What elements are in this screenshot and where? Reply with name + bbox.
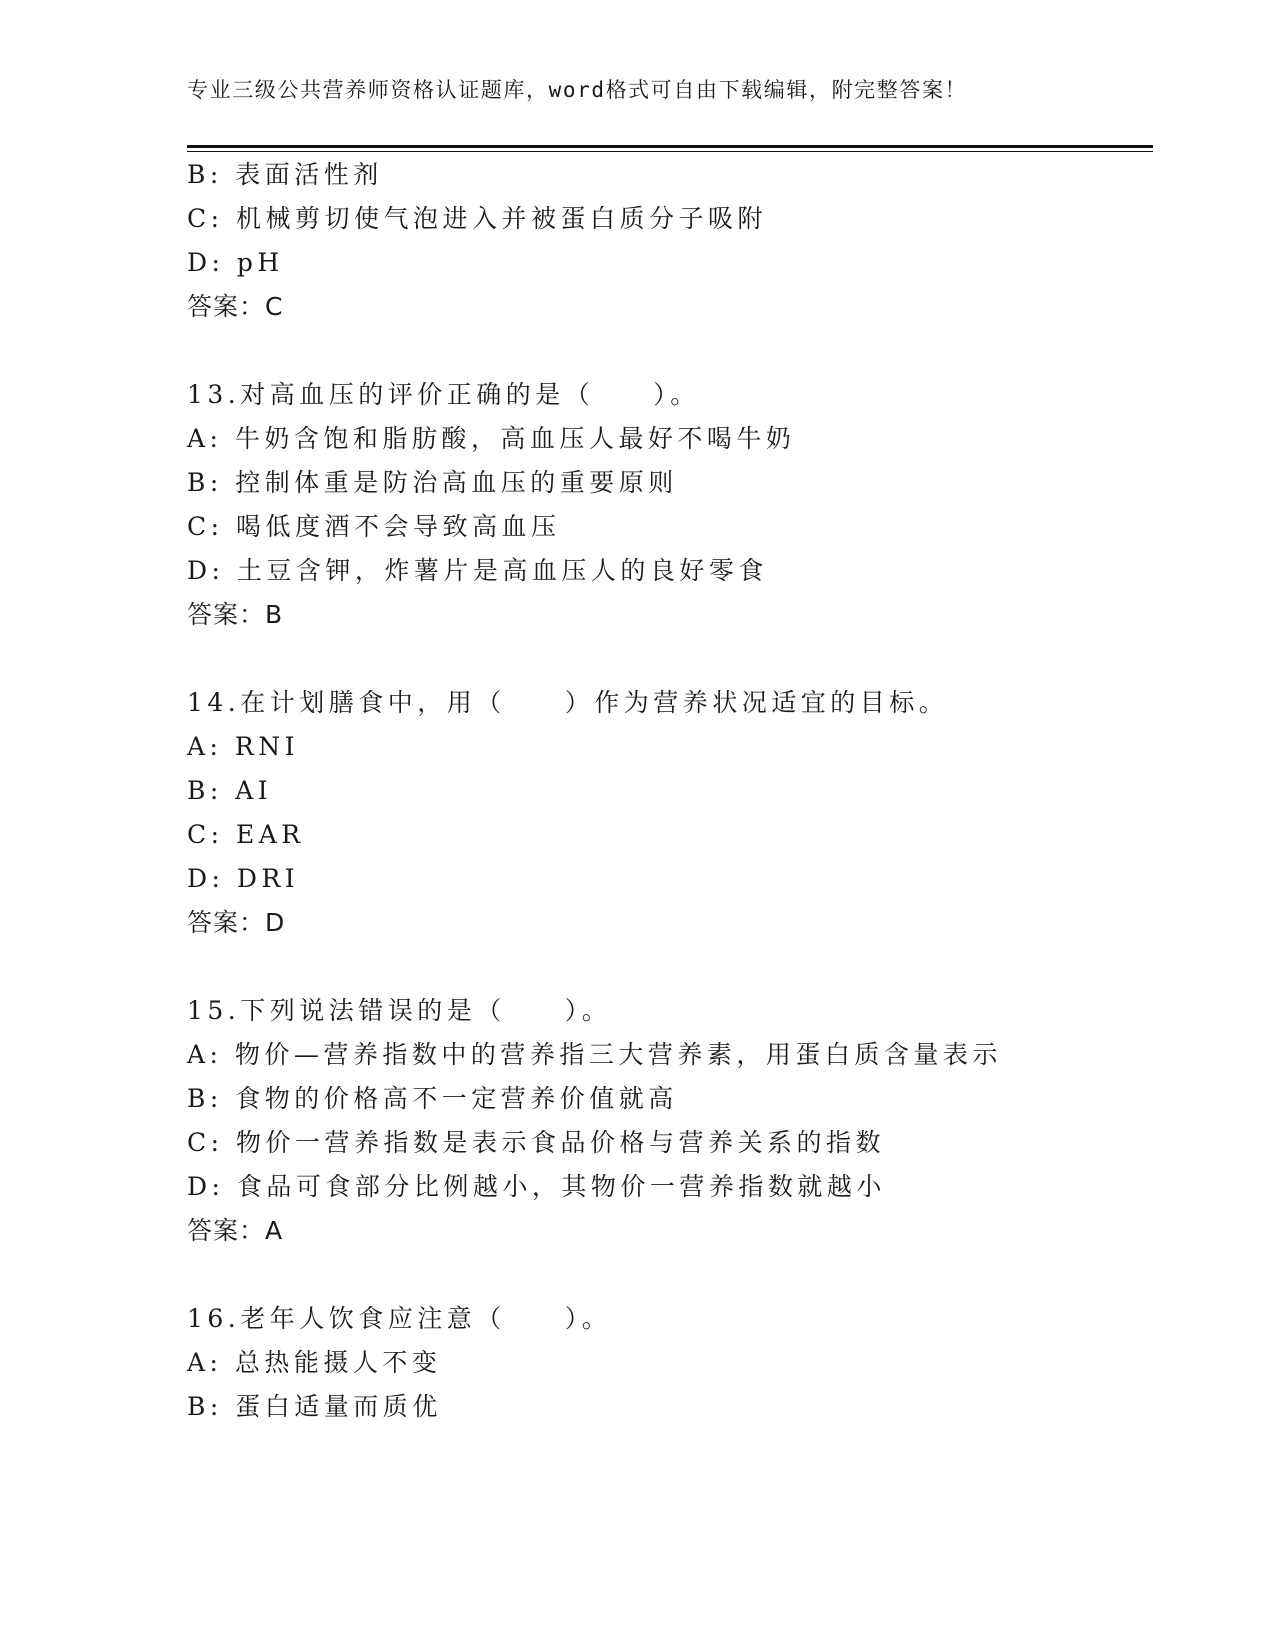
option-line: A: 牛奶含饱和脂肪酸，高血压人最好不喝牛奶 (187, 424, 796, 453)
option-line: C: EAR (187, 820, 305, 849)
option-line: B: 表面活性剂 (187, 160, 383, 189)
option-line: D: pH (187, 248, 284, 277)
option-line: D: DRI (187, 864, 300, 893)
option-line: C: 机械剪切使气泡进入并被蛋白质分子吸附 (187, 204, 767, 233)
answer-line: 答案：B (187, 600, 284, 629)
option-line: D: 土豆含钾，炸薯片是高血压人的良好零食 (187, 556, 768, 585)
option-line: D: 食品可食部分比例越小，其物价一营养指数就越小 (187, 1172, 886, 1201)
header-rule-thin (187, 151, 1153, 152)
answer-line: 答案：A (187, 1216, 284, 1245)
answer-line: 答案：D (187, 908, 286, 937)
page-header: 专业三级公共营养师资格认证题库，word格式可自由下载编辑，附完整答案！ (187, 78, 968, 102)
option-line: A: 总热能摄人不变 (187, 1348, 442, 1377)
option-line: B: 控制体重是防治高血压的重要原则 (187, 468, 678, 497)
question-line: 14.在计划膳食中，用（ ）作为营养状况适宜的目标。 (187, 688, 949, 717)
answer-line: 答案：C (187, 292, 284, 321)
option-line: B: 食物的价格高不一定营养价值就高 (187, 1084, 678, 1113)
question-line: 15.下列说法错误的是（ ）。 (187, 996, 612, 1025)
header-rule-thick (187, 145, 1153, 148)
question-line: 16.老年人饮食应注意（ ）。 (187, 1304, 612, 1333)
option-line: B: 蛋白适量而质优 (187, 1392, 442, 1421)
option-line: A: RNI (187, 732, 299, 761)
option-line: A: 物价—营养指数中的营养指三大营养素，用蛋白质含量表示 (187, 1040, 1002, 1069)
option-line: C: 喝低度酒不会导致高血压 (187, 512, 561, 541)
question-line: 13.对高血压的评价正确的是（ ）。 (187, 380, 700, 409)
option-line: C: 物价一营养指数是表示食品价格与营养关系的指数 (187, 1128, 886, 1157)
option-line: B: AI (187, 776, 273, 805)
